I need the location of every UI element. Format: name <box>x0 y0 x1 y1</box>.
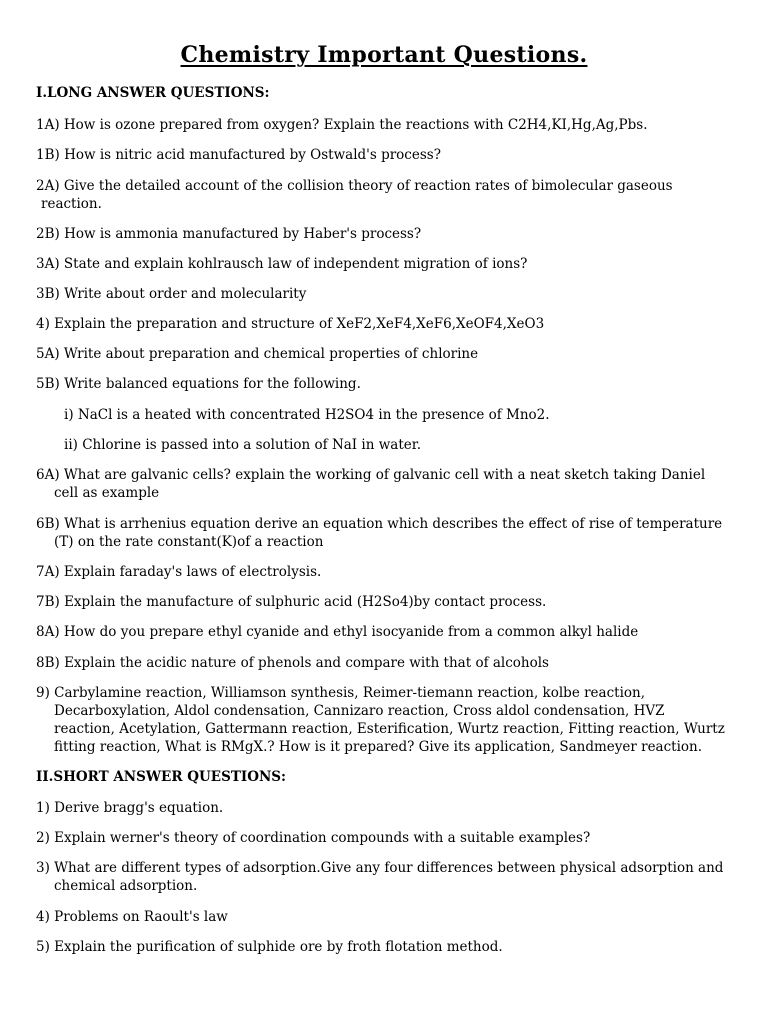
question-6a-line-2: cell as example <box>54 485 160 501</box>
short-question-3 <box>36 859 736 895</box>
question-5b-i: i) NaCl is a heated with concentrated H2SO4 in the presence of Mno2. <box>64 407 550 423</box>
question-1b: 1B) How is nitric acid manufactured by Ostwald's process? <box>36 147 441 163</box>
short-answer-heading: II.SHORT ANSWER QUESTIONS: <box>36 769 287 785</box>
question-9-line-1: 9) Carbylamine reaction, Williamson synthesis, Reimer-tiemann reaction, kolbe reaction, <box>36 685 646 701</box>
question-8a: 8A) How do you prepare ethyl cyanide and ethyl isocyanide from a common alkyl halide <box>36 624 639 640</box>
question-5b-ii: ii) Chlorine is passed into a solution of NaI in water. <box>64 437 422 453</box>
short-question-3-line-2: chemical adsorption. <box>54 878 198 894</box>
question-9-line-3: reaction, Acetylation, Gattermann reaction, Esterification, Wurtz reaction, Fitting reaction, Wurtz <box>54 721 725 737</box>
question-1a: 1A) How is ozone prepared from oxygen? Explain the reactions with C2H4,KI,Hg,Ag,Pbs. <box>36 117 648 133</box>
question-9 <box>36 684 736 756</box>
question-6a <box>36 466 736 502</box>
page-title-text: Chemistry Important Questions. <box>180 42 588 68</box>
question-9-line-4: fitting reaction, What is RMgX.? How is it prepared? Give its application, Sandmeyer reaction. <box>54 739 703 755</box>
question-2b: 2B) How is ammonia manufactured by Haber's process? <box>36 226 422 242</box>
short-question-4: 4) Problems on Raoult's law <box>36 909 228 925</box>
question-2a-line-2: reaction. <box>41 196 102 212</box>
question-5a: 5A) Write about preparation and chemical properties of chlorine <box>36 346 479 362</box>
question-5b: 5B) Write balanced equations for the following. <box>36 376 361 392</box>
question-3a: 3A) State and explain kohlrausch law of independent migration of ions? <box>36 256 528 272</box>
question-6b-line-2: (T) on the rate constant(K)of a reaction <box>54 534 324 550</box>
question-9-line-2: Decarboxylation, Aldol condensation, Cannizaro reaction, Cross aldol condensation, HVZ <box>54 703 665 719</box>
question-7b: 7B) Explain the manufacture of sulphuric acid (H2So4)by contact process. <box>36 594 547 610</box>
page-title <box>0 42 768 68</box>
short-question-5: 5) Explain the purification of sulphide ore by froth flotation method. <box>36 939 503 955</box>
question-6b-line-1: 6B) What is arrhenius equation derive an equation which describes the effect of rise of temperature <box>36 516 723 532</box>
question-2a-line-1: 2A) Give the detailed account of the collision theory of reaction rates of bimolecular gaseous <box>36 178 673 194</box>
question-4: 4) Explain the preparation and structure of XeF2,XeF4,XeF6,XeOF4,XeO3 <box>36 316 545 332</box>
short-question-1: 1) Derive bragg's equation. <box>36 800 224 816</box>
short-question-3-line-1: 3) What are different types of adsorption.Give any four differences between physical adsorption and <box>36 860 724 876</box>
short-question-2: 2) Explain werner's theory of coordination compounds with a suitable examples? <box>36 830 591 846</box>
question-6a-line-1: 6A) What are galvanic cells? explain the working of galvanic cell with a neat sketch taking Daniel <box>36 467 706 483</box>
question-2a <box>36 177 736 213</box>
long-answer-heading: I.LONG ANSWER QUESTIONS: <box>36 85 270 101</box>
question-6b <box>36 515 736 551</box>
question-7a: 7A) Explain faraday's laws of electrolysis. <box>36 564 322 580</box>
question-8b: 8B) Explain the acidic nature of phenols and compare with that of alcohols <box>36 655 549 671</box>
question-3b: 3B) Write about order and molecularity <box>36 286 307 302</box>
